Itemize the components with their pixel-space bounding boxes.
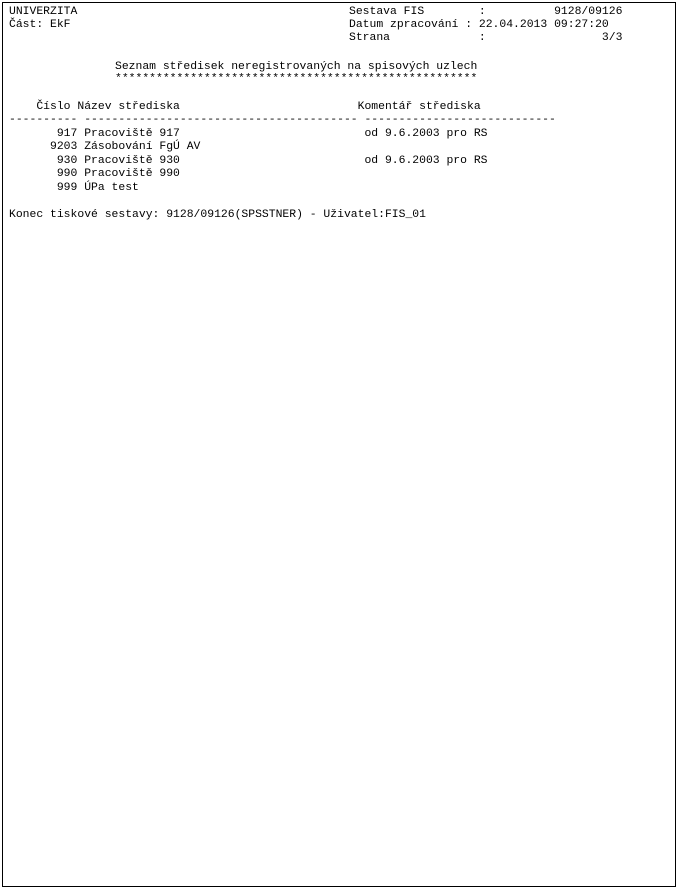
table-header: Číslo Název střediska Komentář střediska [9,101,481,113]
table-row: 917 Pracoviště 917 od 9.6.2003 pro RS [9,128,488,140]
report-end-line: Konec tiskové sestavy: 9128/09126(SPSSTNER) - Uživatel:FIS_01 [9,209,426,221]
table-row: 999 ÚPa test [9,182,139,194]
table-row: 990 Pracoviště 990 [9,168,180,180]
org-name: UNIVERZITA [9,6,78,18]
table-rule: ---------- ---------------------------------------- ---------------------------- [9,114,556,126]
title-underline: ***************************************************** [115,73,478,85]
table-row: 930 Pracoviště 930 od 9.6.2003 pro RS [9,155,488,167]
org-part: Část: EkF [9,19,71,31]
table-row: 9203 Zásobování FgÚ AV [9,141,201,153]
processing-date-line: Datum zpracování : 22.04.2013 09:27:20 [349,19,609,31]
report-page [2,2,676,887]
report-id-line: Sestava FIS : 9128/09126 [349,6,623,18]
page-number-line: Strana : 3/3 [349,32,623,44]
report-title: Seznam středisek neregistrovaných na spisových uzlech [115,61,478,73]
